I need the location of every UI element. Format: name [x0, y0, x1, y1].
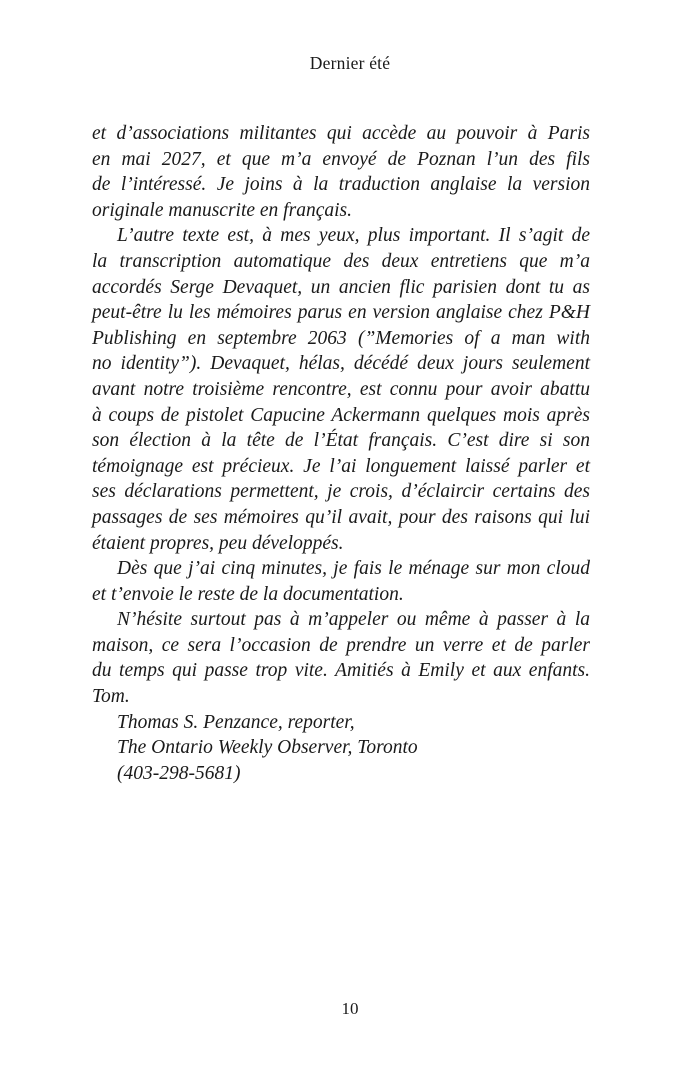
body-line: Thomas S. Penzance, reporter, [117, 711, 355, 733]
body-line: Dès que j’ai cinq minutes, je fais le ménage sur mon cloud [117, 558, 590, 580]
body-line: accordés Serge Devaquet, un ancien flic parisien dont tu as [92, 276, 590, 298]
body-line: Tom. [92, 686, 130, 708]
body-line: (403-298-5681) [117, 762, 241, 784]
body-line: ses déclarations permettent, je crois, d’éclaircir certains des [92, 481, 590, 503]
body-line: Publishing en septembre 2063 (”Memories of a man with [92, 327, 590, 349]
body-line: à coups de pistolet Capucine Ackermann quelques mois après [92, 404, 590, 426]
body-line: no identity”). Devaquet, hélas, décédé deux jours seulement [92, 353, 590, 375]
body-text [92, 121, 590, 786]
body-line: témoignage est précieux. Je l’ai longuement laissé parler et [92, 455, 590, 477]
body-line: The Ontario Weekly Observer, Toronto [117, 737, 418, 759]
body-line: du temps qui passe trop vite. Amitiés à Emily et aux enfants. [92, 660, 590, 682]
body-line: avant notre troisième rencontre, est connu pour avoir abattu [92, 378, 590, 400]
body-line: et t’envoie le reste de la documentation. [92, 583, 404, 605]
body-line: de l’intéressé. Je joins à la traduction anglaise la version [92, 174, 590, 196]
page-number: 10 [341, 999, 359, 1018]
body-line: passages de ses mémoires qu’il avait, pour des raisons qui lui [92, 506, 590, 528]
body-line: N’hésite surtout pas à m’appeler ou même à passer à la [117, 609, 590, 631]
body-line: et d’associations militantes qui accède au pouvoir à Paris [92, 123, 590, 144]
running-header: Dernier été [309, 53, 391, 73]
body-line: maison, ce sera l’occasion de prendre un verre et de parler [92, 634, 590, 656]
body-line: peut-être lu les mémoires parus en version anglaise chez P&H [92, 302, 590, 324]
body-line: L’autre texte est, à mes yeux, plus important. Il s’agit de [117, 225, 590, 247]
body-line: son élection à la tête de l’État français. C’est dire si son [92, 430, 590, 452]
body-line: étaient propres, peu développés. [92, 532, 344, 554]
body-line: la transcription automatique des deux entretiens que m’a [92, 250, 590, 272]
body-line: en mai 2027, et que m’a envoyé de Poznan l’un des fils [92, 148, 590, 170]
body-line: originale manuscrite en français. [92, 199, 352, 221]
